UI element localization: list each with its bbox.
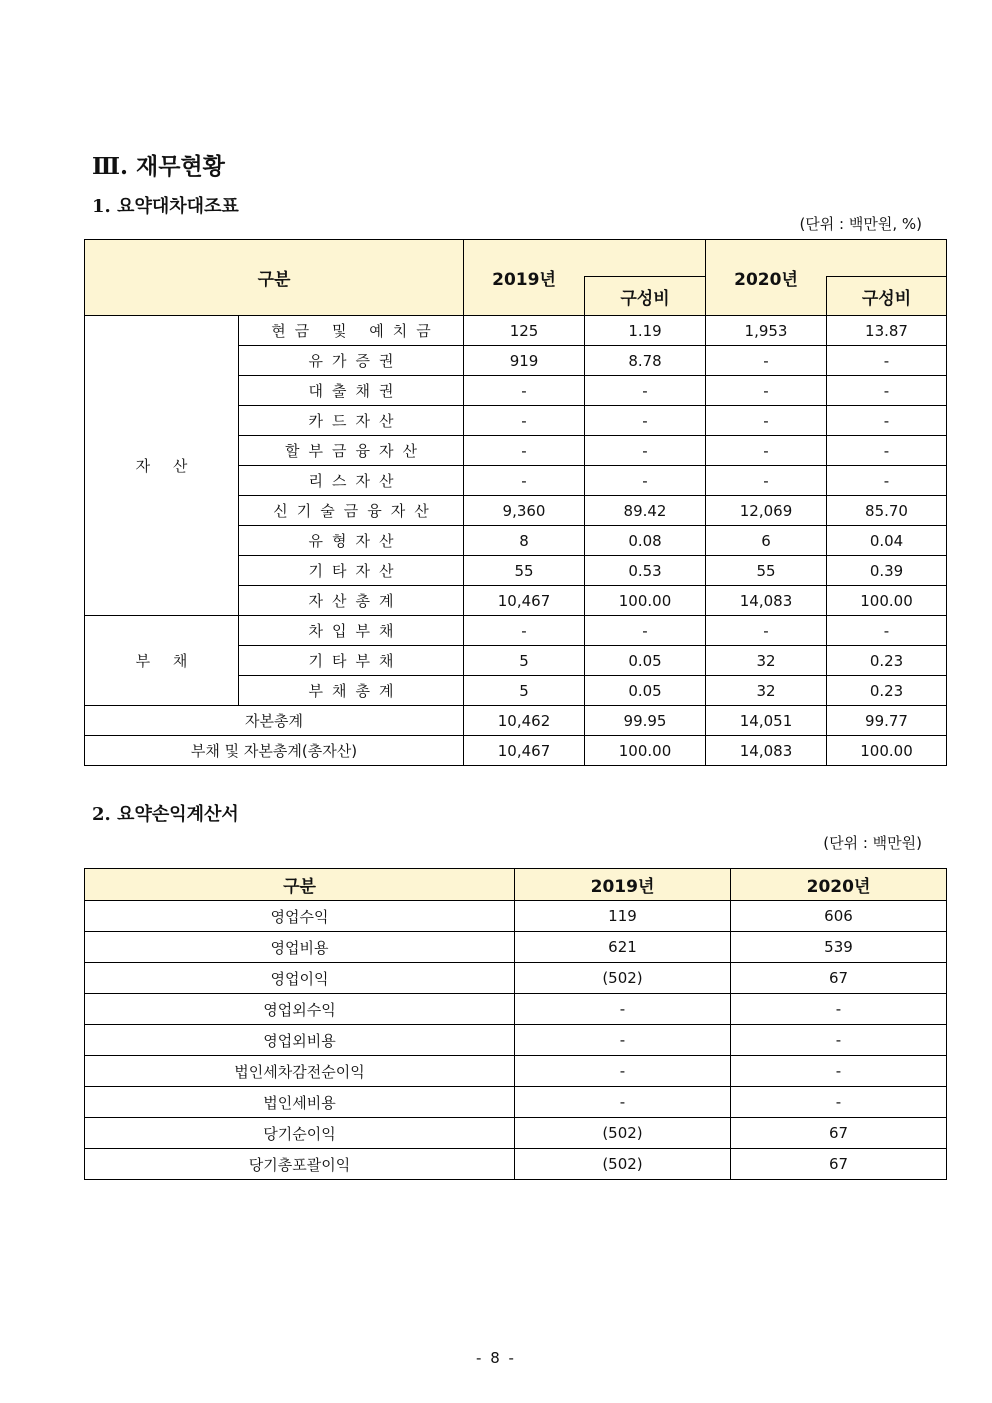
is-header-category: 구분 — [85, 869, 515, 901]
ratio-2020: 100.00 — [827, 736, 947, 766]
value-2019: - — [464, 376, 585, 406]
table-row — [85, 1087, 947, 1118]
ratio-2019: - — [585, 616, 706, 646]
ratio-2019: 8.78 — [585, 346, 706, 376]
ratio-2020: 0.04 — [827, 526, 947, 556]
table-row — [85, 932, 947, 963]
value-2020: 55 — [706, 556, 827, 586]
value-2019: - — [515, 1056, 731, 1087]
header-2019: 2019년 — [464, 240, 585, 316]
income-statement-title: 2. 요약손익계산서 — [92, 804, 239, 825]
value-2019: 5 — [464, 646, 585, 676]
value-2019: - — [464, 406, 585, 436]
table-row — [85, 1118, 947, 1149]
value-2019: (502) — [515, 1149, 731, 1180]
value-2019: 8 — [464, 526, 585, 556]
value-2020: 606 — [731, 901, 947, 932]
row-label: 당기순이익 — [85, 1118, 515, 1149]
row-label: 영업수익 — [85, 901, 515, 932]
row-label: 카드자산 — [239, 406, 464, 436]
row-label: 영업이익 — [85, 963, 515, 994]
group-label: 자 산 — [85, 316, 239, 616]
value-2020: 67 — [731, 1118, 947, 1149]
section-title: Ⅲ. 재무현황 — [92, 153, 225, 180]
value-2020: 14,051 — [706, 706, 827, 736]
value-2019: - — [515, 994, 731, 1025]
ratio-2020: - — [827, 466, 947, 496]
value-2019: - — [464, 436, 585, 466]
row-label: 대출채권 — [239, 376, 464, 406]
value-2020: 6 — [706, 526, 827, 556]
row-label: 영업외비용 — [85, 1025, 515, 1056]
table-row — [85, 1056, 947, 1087]
value-2020: 539 — [731, 932, 947, 963]
value-2020: - — [731, 1025, 947, 1056]
header-2020: 2020년 — [706, 240, 827, 316]
value-2019: - — [515, 1025, 731, 1056]
row-label: 차입부채 — [239, 616, 464, 646]
row-label: 기타부채 — [239, 646, 464, 676]
ratio-2020: 100.00 — [827, 586, 947, 616]
row-label: 유형자산 — [239, 526, 464, 556]
value-2020: 32 — [706, 676, 827, 706]
value-2020: - — [706, 616, 827, 646]
value-2020: - — [731, 1087, 947, 1118]
value-2019: (502) — [515, 1118, 731, 1149]
value-2020: 14,083 — [706, 586, 827, 616]
income-statement-table — [84, 868, 947, 1180]
value-2019: 125 — [464, 316, 585, 346]
value-2019: 10,467 — [464, 586, 585, 616]
ratio-2019: 0.05 — [585, 646, 706, 676]
value-2020: 1,953 — [706, 316, 827, 346]
value-2019: 5 — [464, 676, 585, 706]
row-label: 리스자산 — [239, 466, 464, 496]
ratio-2019: - — [585, 406, 706, 436]
ratio-2020: 0.23 — [827, 676, 947, 706]
ratio-2019: - — [585, 466, 706, 496]
value-2020: - — [706, 406, 827, 436]
ratio-2019: 100.00 — [585, 586, 706, 616]
header-2020-spacer — [827, 240, 947, 277]
ratio-2020: - — [827, 346, 947, 376]
table-row — [85, 994, 947, 1025]
ratio-2020: 0.23 — [827, 646, 947, 676]
value-2019: 10,467 — [464, 736, 585, 766]
ratio-2020: 0.39 — [827, 556, 947, 586]
balance-sheet-table — [84, 239, 947, 766]
ratio-2020: 85.70 — [827, 496, 947, 526]
value-2020: 67 — [731, 1149, 947, 1180]
table-row — [85, 706, 947, 736]
row-label: 당기총포괄이익 — [85, 1149, 515, 1180]
page-number: - 8 - — [476, 1349, 516, 1367]
value-2019: 9,360 — [464, 496, 585, 526]
ratio-2019: 99.95 — [585, 706, 706, 736]
ratio-2019: 100.00 — [585, 736, 706, 766]
ratio-2020: - — [827, 406, 947, 436]
ratio-2020: - — [827, 436, 947, 466]
ratio-2019: 89.42 — [585, 496, 706, 526]
value-2020: 14,083 — [706, 736, 827, 766]
ratio-2019: 0.05 — [585, 676, 706, 706]
ratio-2020: 13.87 — [827, 316, 947, 346]
row-label: 유가증권 — [239, 346, 464, 376]
total-label: 부채 및 자본총계(총자산) — [85, 736, 464, 766]
value-2019: 621 — [515, 932, 731, 963]
is-header-2020: 2020년 — [731, 869, 947, 901]
header-category: 구분 — [85, 240, 464, 316]
ratio-2020: - — [827, 376, 947, 406]
is-header-2019: 2019년 — [515, 869, 731, 901]
ratio-2020: 99.77 — [827, 706, 947, 736]
table-row — [85, 901, 947, 932]
table-row — [85, 616, 947, 646]
value-2020: - — [706, 376, 827, 406]
value-2019: - — [464, 466, 585, 496]
table-row — [85, 316, 947, 346]
value-2020: - — [706, 346, 827, 376]
value-2019: - — [464, 616, 585, 646]
balance-sheet-title: 1. 요약대차대조표 — [92, 196, 239, 217]
row-label: 할부금융자산 — [239, 436, 464, 466]
ratio-2019: 0.08 — [585, 526, 706, 556]
value-2019: 10,462 — [464, 706, 585, 736]
balance-unit-note: (단위 : 백만원, %) — [799, 215, 922, 233]
total-label: 자본총계 — [85, 706, 464, 736]
value-2019: - — [515, 1087, 731, 1118]
value-2020: 12,069 — [706, 496, 827, 526]
ratio-2020: - — [827, 616, 947, 646]
table-row — [85, 963, 947, 994]
row-label: 기타자산 — [239, 556, 464, 586]
row-label: 신기술금융자산 — [239, 496, 464, 526]
ratio-2019: 1.19 — [585, 316, 706, 346]
row-label: 부채총계 — [239, 676, 464, 706]
row-label: 자산총계 — [239, 586, 464, 616]
value-2019: (502) — [515, 963, 731, 994]
value-2020: - — [706, 436, 827, 466]
header-ratio-2019: 구성비 — [585, 277, 706, 316]
value-2020: - — [731, 1056, 947, 1087]
value-2019: 919 — [464, 346, 585, 376]
row-label: 영업비용 — [85, 932, 515, 963]
row-label: 영업외수익 — [85, 994, 515, 1025]
ratio-2019: 0.53 — [585, 556, 706, 586]
value-2020: 32 — [706, 646, 827, 676]
table-row — [85, 1149, 947, 1180]
row-label: 현금 및 예치금 — [239, 316, 464, 346]
ratio-2019: - — [585, 436, 706, 466]
group-label: 부 채 — [85, 616, 239, 706]
value-2020: 67 — [731, 963, 947, 994]
value-2020: - — [706, 466, 827, 496]
ratio-2019: - — [585, 376, 706, 406]
table-row — [85, 736, 947, 766]
header-ratio-2020: 구성비 — [827, 277, 947, 316]
header-2019-spacer — [585, 240, 706, 277]
value-2020: - — [731, 994, 947, 1025]
value-2019: 119 — [515, 901, 731, 932]
table-row — [85, 1025, 947, 1056]
value-2019: 55 — [464, 556, 585, 586]
income-unit-note: (단위 : 백만원) — [823, 834, 922, 852]
row-label: 법인세차감전순이익 — [85, 1056, 515, 1087]
row-label: 법인세비용 — [85, 1087, 515, 1118]
